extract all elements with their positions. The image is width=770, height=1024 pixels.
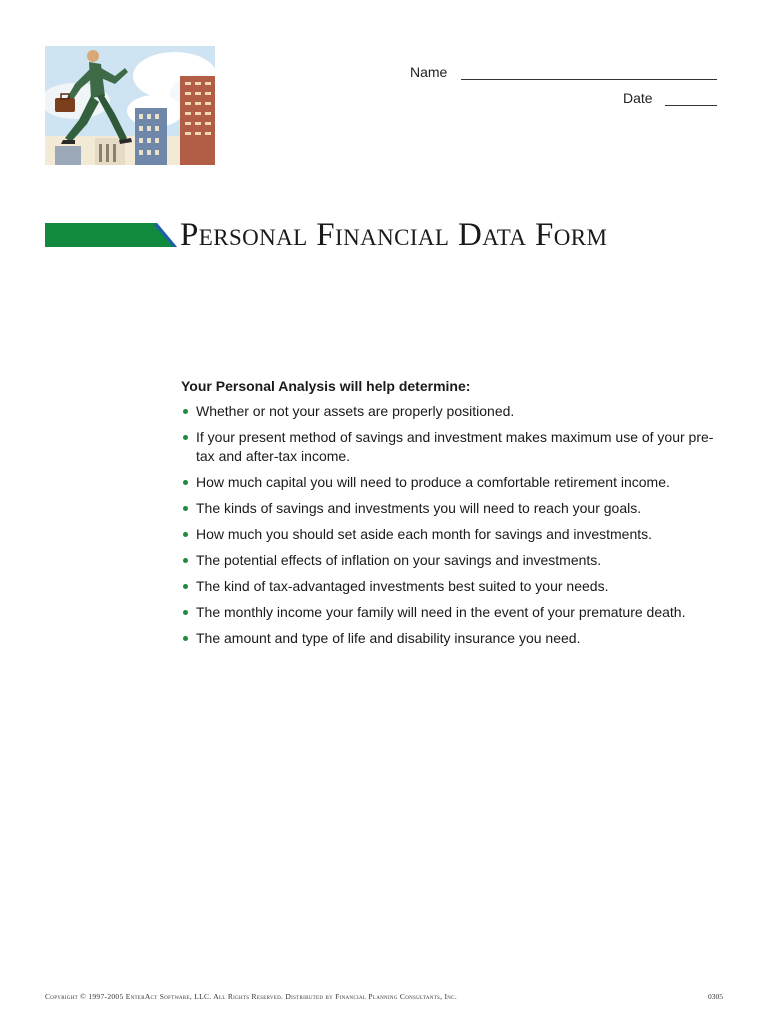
list-item-text: How much capital you will need to produce a comfortable retirement income. (196, 474, 670, 490)
list-item-text: The amount and type of life and disability insurance you need. (196, 630, 581, 646)
list-item (181, 525, 726, 544)
list-item (181, 577, 726, 596)
list-item-text: If your present method of savings and investment makes maximum use of your pre-tax and after-tax income. (196, 429, 714, 464)
date-field-line[interactable] (665, 105, 717, 106)
list-item (181, 603, 726, 622)
form-code: 0305 (708, 992, 723, 1001)
bullet-icon (183, 532, 188, 537)
analysis-bullet-list (181, 402, 726, 648)
copyright-footer: Copyright © 1997-2005 EnterAct Software, LLC. All Rights Reserved. Distributed by Financial Planning Consultants, Inc. (45, 992, 457, 1001)
bullet-icon (183, 435, 188, 440)
list-item (181, 428, 726, 466)
list-item-text: The kinds of savings and investments you will need to reach your goals. (196, 500, 642, 516)
list-item-text: The kind of tax-advantaged investments best suited to your needs. (196, 578, 609, 594)
page-title: Personal Financial Data Form (180, 217, 608, 253)
list-item (181, 473, 726, 492)
list-item-text: The potential effects of inflation on your savings and investments. (196, 552, 602, 568)
bullet-icon (183, 558, 188, 563)
list-item (181, 551, 726, 570)
bullet-icon (183, 610, 188, 615)
name-field-line[interactable] (461, 79, 717, 80)
bullet-icon (183, 636, 188, 641)
list-item-text: The monthly income your family will need in the event of your premature death. (196, 604, 686, 620)
bullet-icon (183, 584, 188, 589)
list-item-text: How much you should set aside each month for savings and investments. (196, 526, 653, 542)
list-item (181, 402, 726, 421)
businessman-illustration (45, 46, 215, 165)
list-item-text: Whether or not your assets are properly positioned. (196, 403, 515, 419)
bullet-icon (183, 409, 188, 414)
bullet-icon (183, 506, 188, 511)
date-label: Date (623, 90, 653, 106)
list-item (181, 629, 726, 648)
name-label: Name (410, 64, 448, 80)
title-accent-bar (45, 223, 177, 247)
analysis-section (181, 378, 726, 655)
bullet-icon (183, 480, 188, 485)
list-item (181, 499, 726, 518)
analysis-heading: Your Personal Analysis will help determine: (181, 378, 471, 394)
